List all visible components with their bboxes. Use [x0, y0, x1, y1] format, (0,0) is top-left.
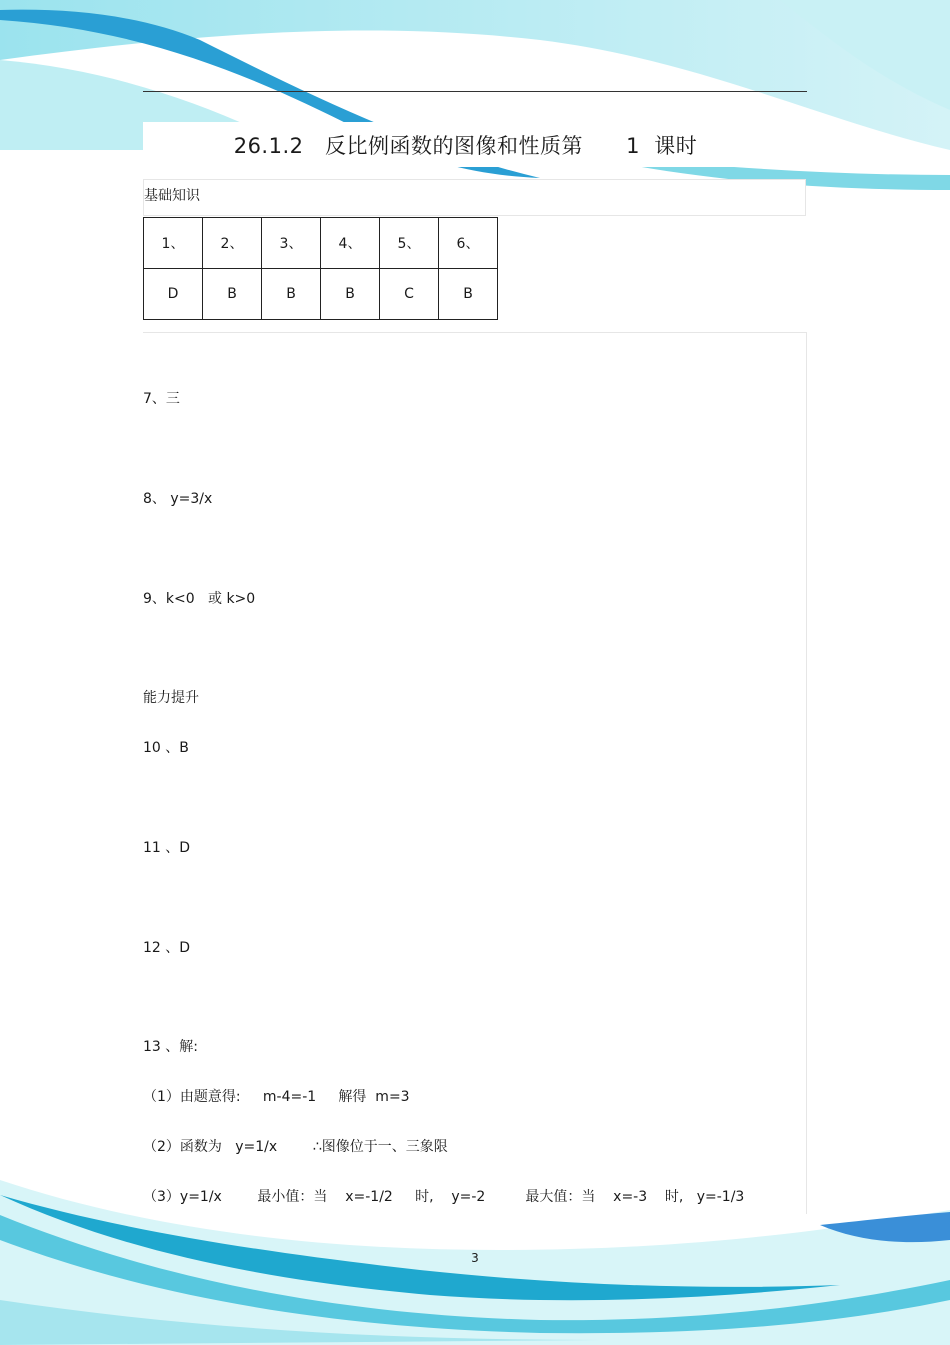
table-cell-number: 1、 — [144, 218, 203, 269]
table-cell-answer: B — [262, 269, 321, 320]
answer-7: 7、三 — [143, 391, 180, 407]
answer-11: 11 、D — [143, 840, 191, 856]
answer-8: 8、 y=3/x — [143, 491, 213, 507]
page-number: 3 — [471, 1251, 479, 1265]
answer-13-part-2: （2）函数为 y=1/x ∴图像位于一、三象限 — [143, 1139, 448, 1155]
answer-9: 9、k<0 或 k>0 — [143, 591, 256, 607]
table-cell-answer: B — [203, 269, 262, 320]
page-title: 26.1.2 反比例函数的图像和性质第 1 课时 — [233, 133, 698, 158]
basic-section-header — [143, 179, 806, 216]
table-cell-number: 2、 — [203, 218, 262, 269]
header-rule — [143, 91, 807, 92]
answer-13-part-1: （1）由题意得: m-4=-1 解得 m=3 — [143, 1089, 410, 1105]
table-cell-answer: D — [144, 269, 203, 320]
table-row — [144, 269, 498, 320]
advanced-section-label: 能力提升 — [143, 690, 199, 706]
table-cell-answer: B — [439, 269, 498, 320]
table-cell-number: 4、 — [321, 218, 380, 269]
table-row — [144, 218, 498, 269]
answer-13-heading: 13 、解: — [143, 1039, 198, 1055]
table-cell-answer: B — [321, 269, 380, 320]
table-cell-number: 5、 — [380, 218, 439, 269]
table-cell-number: 6、 — [439, 218, 498, 269]
page-title-box — [143, 122, 788, 167]
answers-content-box — [143, 332, 807, 1214]
answer-table — [143, 217, 498, 320]
answer-13-part-3: （3）y=1/x 最小值：当 x=-1/2 时, y=-2 最大值：当 x=-3 时, y=-1/3 — [143, 1189, 745, 1205]
answer-12: 12 、D — [143, 940, 191, 956]
table-cell-answer: C — [380, 269, 439, 320]
table-cell-number: 3、 — [262, 218, 321, 269]
answer-10: 10 、B — [143, 740, 189, 756]
basic-section-label: 基础知识 — [144, 188, 200, 204]
